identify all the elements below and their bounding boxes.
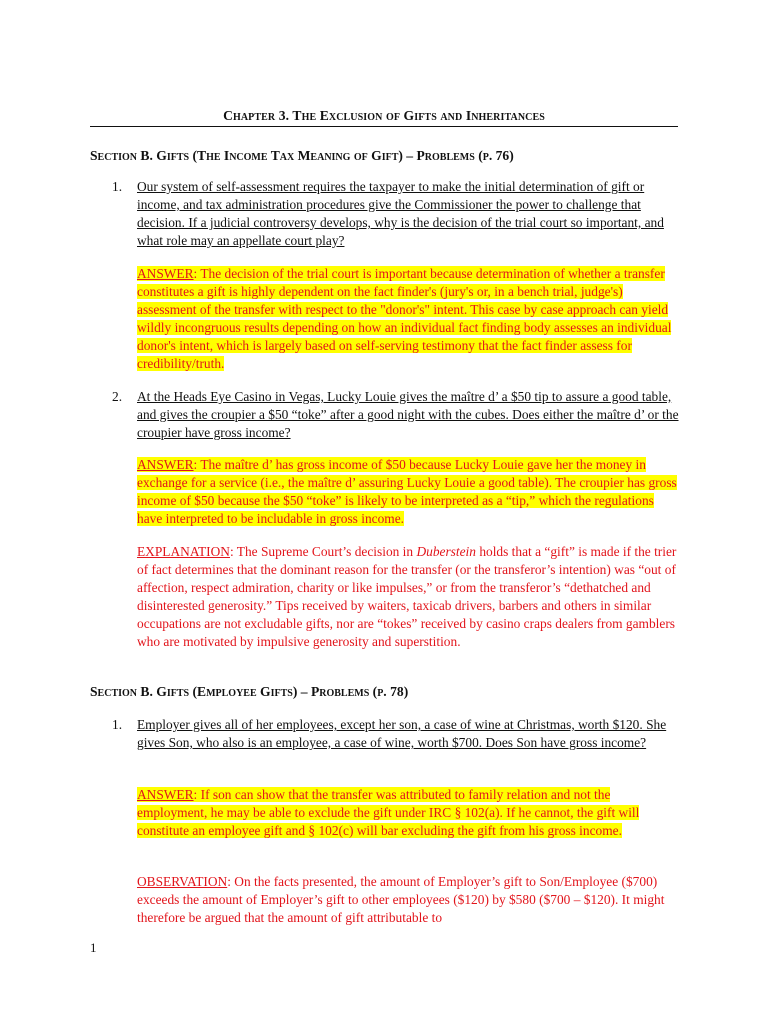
answer-text: : If son can show that the transfer was attributed to family relation and not the employment, he may be able to exclude the gift under IRC § 102(a). If he cannot, the gift will constitute an employee gift and § 102(c) will bar excluding the gift from his gross income. bbox=[137, 787, 640, 838]
problem-1-answer bbox=[137, 265, 682, 373]
title-rule bbox=[90, 126, 678, 127]
employee-problem-1-question bbox=[112, 716, 682, 752]
explanation-text-post: holds that a “gift” is made if the trier of fact determines that the dominant reason for the transfer (or the transferor’s intention) was “out of affection, respect admiration, charity or like impulses,” or from the transferor’s “dethatched and disinterested generosity.” Tips received by waiters, taxicab drivers, barbers and others in similar occupations are not excludable gifts, nor are “tokes” received by casino craps dealers from gamblers who are motivated by impulsive generosity and superstition. bbox=[137, 544, 677, 649]
observation-text: : On the facts presented, the amount of Employer’s gift to Son/Employee ($700) exceeds the amount of Employer’s gift to other employees ($120) by $580 ($700 – $120). It might therefore be argued that the amount of gift attributable to bbox=[137, 874, 665, 925]
employee-problem-1-observation bbox=[137, 873, 682, 927]
problem-2-answer bbox=[137, 456, 682, 528]
question-text: At the Heads Eye Casino in Vegas, Lucky Louie gives the maître d’ a $50 tip to assure a good table, and gives the croupier a $50 “toke” after a good night with the cubes. Does either the maître d’ or the croupier have gross income? bbox=[137, 389, 679, 440]
answer-label: ANSWER bbox=[137, 457, 194, 472]
problem-2-question bbox=[112, 388, 682, 442]
answer-label: ANSWER bbox=[137, 266, 194, 281]
problem-1-question bbox=[112, 178, 682, 250]
employee-problem-1-answer bbox=[137, 786, 682, 840]
problem-number: 2. bbox=[112, 389, 123, 404]
explanation-text-pre: : The Supreme Court’s decision in bbox=[229, 544, 417, 559]
problem-number: 1. bbox=[112, 717, 123, 732]
answer-text: : The decision of the trial court is important because determination of whether a transfer constitutes a gift is highly dependent on the fact finder's (jury's or, in a bench trial, judge's) assessment of the transfer with respect to the "donor's" intent. This case by case approach can yield wildly incongruous results depending on how an individual fact finding body assesses an individual donor's intent, which is largely based on self-serving testimony that the fact finder assess for credibility/truth. bbox=[137, 266, 672, 371]
chapter-title: Chapter 3. The Exclusion of Gifts and Inheritances bbox=[223, 108, 545, 123]
page-number: 1 bbox=[90, 940, 97, 955]
answer-label: ANSWER bbox=[137, 787, 194, 802]
answer-text: : The maître d’ has gross income of $50 because Lucky Louie gave her the money in exchange for a service (i.e., the maître d’ assuring Lucky Louie a good table). The croupier has gross income of $50 because the $50 “toke” is likely to be interpreted as a “tip,” which the regulations have interpreted to be includable in gross income. bbox=[137, 457, 677, 526]
observation-label: OBSERVATION bbox=[137, 874, 228, 889]
case-name: Duberstein bbox=[416, 544, 476, 559]
section-heading-employee-gifts: Section B. Gifts (Employee Gifts) – Problems (p. 78) bbox=[90, 684, 409, 699]
problem-2-explanation bbox=[137, 543, 682, 651]
question-text: Employer gives all of her employees, except her son, a case of wine at Christmas, worth $120. She gives Son, who also is an employee, a case of wine, worth $700. Does Son have gross income? bbox=[137, 717, 667, 750]
problem-number: 1. bbox=[112, 179, 123, 194]
question-text: Our system of self-assessment requires the taxpayer to make the initial determination of gift or income, and tax administration procedures give the Commissioner the power to challenge that decision. If a judicial controversy develops, why is the decision of the trial court so important, and what role may an appellate court play? bbox=[137, 179, 664, 248]
section-heading-gift-meaning: Section B. Gifts (The Income Tax Meaning of Gift) – Problems (p. 76) bbox=[90, 148, 514, 163]
explanation-label: EXPLANATION bbox=[137, 544, 230, 559]
